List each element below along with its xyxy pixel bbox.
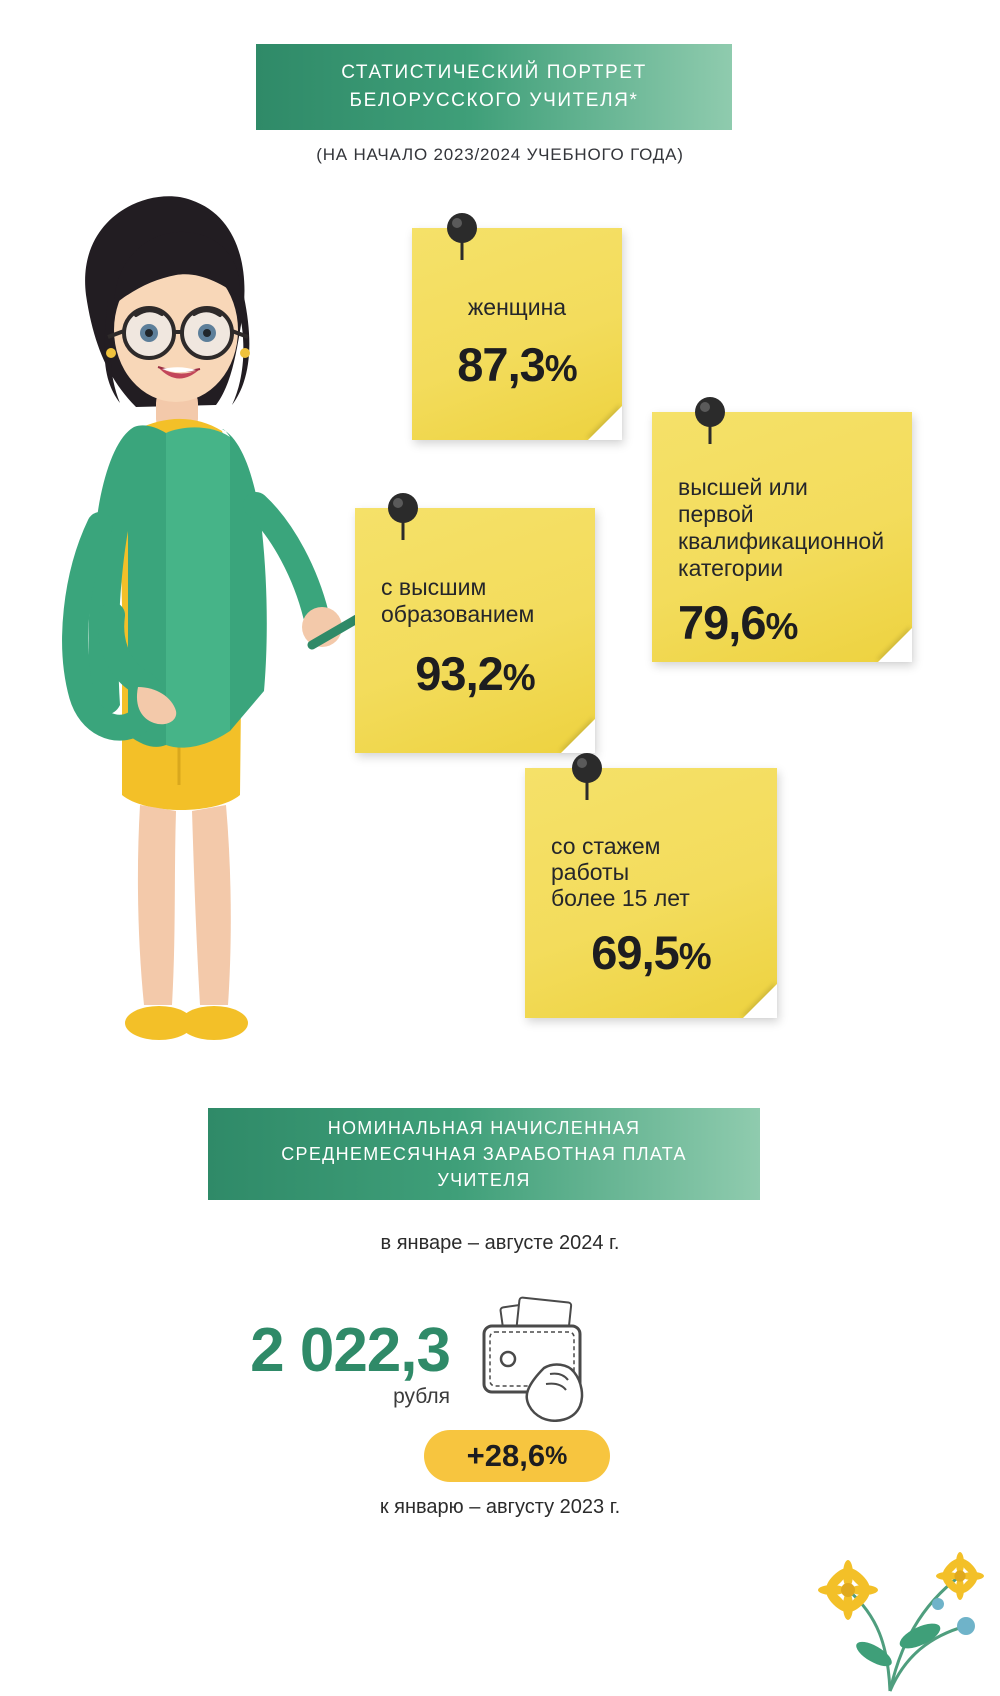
percent-sign: % <box>545 1441 568 1470</box>
note-value <box>551 925 751 980</box>
salary-banner-line-1: НОМИНАЛЬНАЯ НАЧИСЛЕННАЯ <box>327 1117 641 1138</box>
salary-amount: 2 022,3 <box>250 1316 450 1385</box>
pushpin-icon <box>439 210 485 262</box>
stat-note-category <box>652 412 912 662</box>
note-label-line-2: первой <box>678 501 754 528</box>
compare-period: к январю – августу 2023 г. <box>379 1496 621 1518</box>
percent-sign: % <box>502 657 535 699</box>
percent-sign: % <box>544 348 577 390</box>
teacher-illustration <box>16 175 356 1075</box>
note-label-line-4: категории <box>678 555 784 582</box>
salary-banner <box>208 1108 760 1200</box>
note-value <box>678 595 886 650</box>
growth-value: +28,6 <box>466 1438 546 1473</box>
note-number: 93,2 <box>415 647 503 701</box>
note-label-line-1: с высшим <box>381 574 487 600</box>
growth-badge <box>424 1430 610 1482</box>
corner-curl <box>878 628 912 662</box>
note-label <box>551 834 751 911</box>
title-banner <box>256 44 732 130</box>
note-value <box>381 646 569 701</box>
pushpin-icon <box>380 490 426 542</box>
percent-sign: % <box>678 936 711 978</box>
salary-currency-unit: рубля <box>393 1385 450 1408</box>
salary-banner-line-2: СРЕДНЕМЕСЯЧНАЯ ЗАРАБОТНАЯ ПЛАТА <box>281 1143 687 1164</box>
stat-note-higher-education <box>355 508 595 753</box>
salary-period: в январе – августе 2024 г. <box>380 1232 620 1254</box>
title-line-1: СТАТИСТИЧЕСКИЙ ПОРТРЕТ <box>341 62 647 84</box>
note-label-line-3: квалификационной <box>678 528 885 555</box>
note-value <box>438 337 596 392</box>
stat-note-experience <box>525 768 777 1018</box>
stat-note-women <box>412 228 622 440</box>
salary-banner-line-3: УЧИТЕЛЯ <box>437 1170 531 1191</box>
title-line-2: БЕЛОРУССКОГО УЧИТЕЛЯ* <box>349 90 639 111</box>
pushpin-icon <box>564 750 610 802</box>
note-label-line-1: со стажем <box>551 833 661 859</box>
corner-curl <box>743 984 777 1018</box>
note-number: 79,6 <box>678 595 766 649</box>
note-label-line-2: работы <box>551 858 630 885</box>
note-label-line-1: высшей или <box>678 474 808 500</box>
note-label-line-3: более 15 лет <box>551 884 690 911</box>
pushpin-icon <box>687 394 733 446</box>
note-label: женщина <box>467 294 567 320</box>
subtitle: (НА НАЧАЛО 2023/2024 УЧЕБНОГО ГОДА) <box>316 145 684 164</box>
percent-sign: % <box>765 605 798 647</box>
corner-curl <box>588 406 622 440</box>
note-label <box>678 474 886 583</box>
flowers-decoration <box>770 1486 1000 1696</box>
note-label <box>381 574 569 628</box>
note-number: 69,5 <box>591 926 679 980</box>
note-number: 87,3 <box>457 338 545 392</box>
note-label-line-2: образованием <box>381 601 535 628</box>
wallet-icon <box>466 1296 606 1422</box>
corner-curl <box>561 719 595 753</box>
